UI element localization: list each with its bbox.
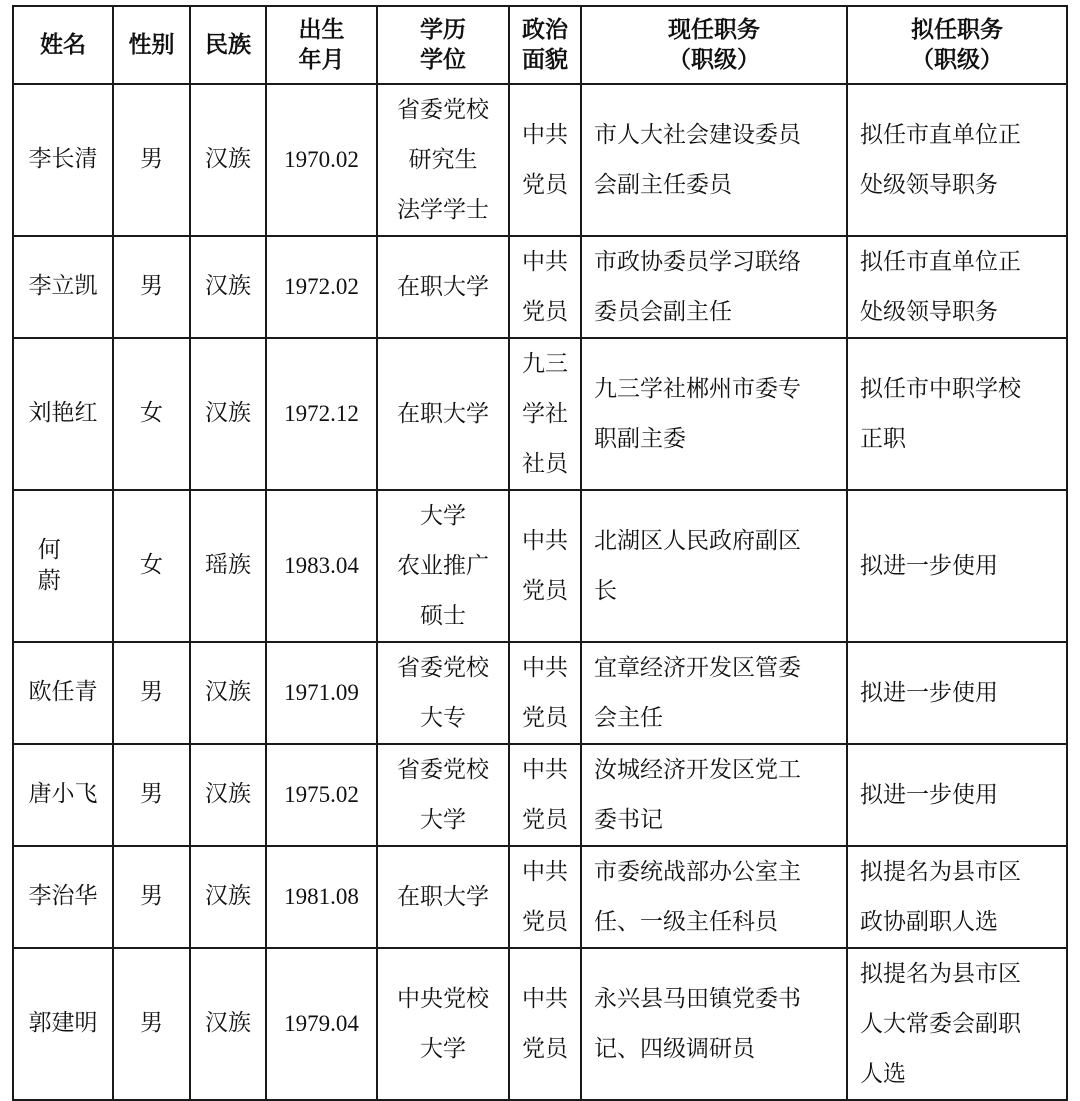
cell-proposed-post: 拟任市中职学校 正职 [847, 338, 1067, 490]
cell-education: 大学 农业推广 硕士 [377, 490, 509, 642]
cell-ethnicity: 瑶族 [190, 490, 266, 642]
cell-name: 李长清 [13, 84, 113, 236]
cell-birth: 1979.04 [266, 948, 377, 1100]
cell-education: 在职大学 [377, 338, 509, 490]
cell-ethnicity: 汉族 [190, 744, 266, 846]
cell-proposed-post: 拟任市直单位正 处级领导职务 [847, 84, 1067, 236]
header-political: 政治 面貌 [509, 6, 581, 84]
cell-proposed-post: 拟提名为县市区 政协副职人选 [847, 846, 1067, 948]
cell-name: 郭建明 [13, 948, 113, 1100]
cell-ethnicity: 汉族 [190, 338, 266, 490]
table-row [13, 84, 1067, 236]
cell-birth: 1975.02 [266, 744, 377, 846]
cell-gender: 男 [113, 744, 190, 846]
cell-current-post: 九三学社郴州市委专 职副主委 [581, 338, 847, 490]
cell-ethnicity: 汉族 [190, 642, 266, 744]
header-ethnicity: 民族 [190, 6, 266, 84]
cell-name: 唐小飞 [13, 744, 113, 846]
cell-proposed-post: 拟任市直单位正 处级领导职务 [847, 236, 1067, 338]
cell-education: 在职大学 [377, 236, 509, 338]
cell-name: 李立凯 [13, 236, 113, 338]
cell-political: 中共 党员 [509, 744, 581, 846]
cell-political: 中共 党员 [509, 846, 581, 948]
cell-current-post: 北湖区人民政府副区 长 [581, 490, 847, 642]
cell-political: 中共 党员 [509, 642, 581, 744]
cell-name: 欧任青 [13, 642, 113, 744]
cell-political: 中共 党员 [509, 948, 581, 1100]
cell-gender: 女 [113, 338, 190, 490]
cell-current-post: 市委统战部办公室主 任、一级主任科员 [581, 846, 847, 948]
header-gender: 性别 [113, 6, 190, 84]
cell-birth: 1971.09 [266, 642, 377, 744]
cell-birth: 1981.08 [266, 846, 377, 948]
cell-proposed-post: 拟进一步使用 [847, 642, 1067, 744]
header-proposed-post: 拟任职务 （职级） [847, 6, 1067, 84]
header-current-post: 现任职务 （职级） [581, 6, 847, 84]
table-row [13, 236, 1067, 338]
cell-education: 省委党校 大专 [377, 642, 509, 744]
cell-gender: 男 [113, 846, 190, 948]
cell-birth: 1983.04 [266, 490, 377, 642]
cell-birth: 1970.02 [266, 84, 377, 236]
cell-current-post: 市人大社会建设委员 会副主任委员 [581, 84, 847, 236]
header-name: 姓名 [13, 6, 113, 84]
cell-political: 九三 学社 社员 [509, 338, 581, 490]
header-birth: 出生 年月 [266, 6, 377, 84]
cell-name: 何蔚 [13, 490, 113, 642]
cell-gender: 男 [113, 948, 190, 1100]
cell-education: 在职大学 [377, 846, 509, 948]
cell-political: 中共 党员 [509, 84, 581, 236]
cell-proposed-post: 拟进一步使用 [847, 744, 1067, 846]
cell-political: 中共 党员 [509, 490, 581, 642]
table-row [13, 948, 1067, 1100]
cell-gender: 男 [113, 642, 190, 744]
cell-name: 李治华 [13, 846, 113, 948]
cell-gender: 女 [113, 490, 190, 642]
cell-education: 省委党校 研究生 法学学士 [377, 84, 509, 236]
cell-birth: 1972.02 [266, 236, 377, 338]
table-row [13, 642, 1067, 744]
cell-political: 中共 党员 [509, 236, 581, 338]
cell-gender: 男 [113, 84, 190, 236]
cell-current-post: 汝城经济开发区党工 委书记 [581, 744, 847, 846]
table-row [13, 490, 1067, 642]
cell-current-post: 宜章经济开发区管委 会主任 [581, 642, 847, 744]
cell-current-post: 永兴县马田镇党委书 记、四级调研员 [581, 948, 847, 1100]
cell-education: 省委党校 大学 [377, 744, 509, 846]
cell-proposed-post: 拟进一步使用 [847, 490, 1067, 642]
cell-ethnicity: 汉族 [190, 236, 266, 338]
header-row [13, 6, 1067, 84]
cell-ethnicity: 汉族 [190, 846, 266, 948]
cell-ethnicity: 汉族 [190, 84, 266, 236]
cell-ethnicity: 汉族 [190, 948, 266, 1100]
cell-birth: 1972.12 [266, 338, 377, 490]
cadre-table [12, 5, 1068, 1101]
cell-current-post: 市政协委员学习联络 委员会副主任 [581, 236, 847, 338]
table-row [13, 338, 1067, 490]
cell-education: 中央党校 大学 [377, 948, 509, 1100]
cell-gender: 男 [113, 236, 190, 338]
table-row [13, 846, 1067, 948]
cell-proposed-post: 拟提名为县市区 人大常委会副职 人选 [847, 948, 1067, 1100]
table-row [13, 744, 1067, 846]
cell-name: 刘艳红 [13, 338, 113, 490]
header-education: 学历 学位 [377, 6, 509, 84]
